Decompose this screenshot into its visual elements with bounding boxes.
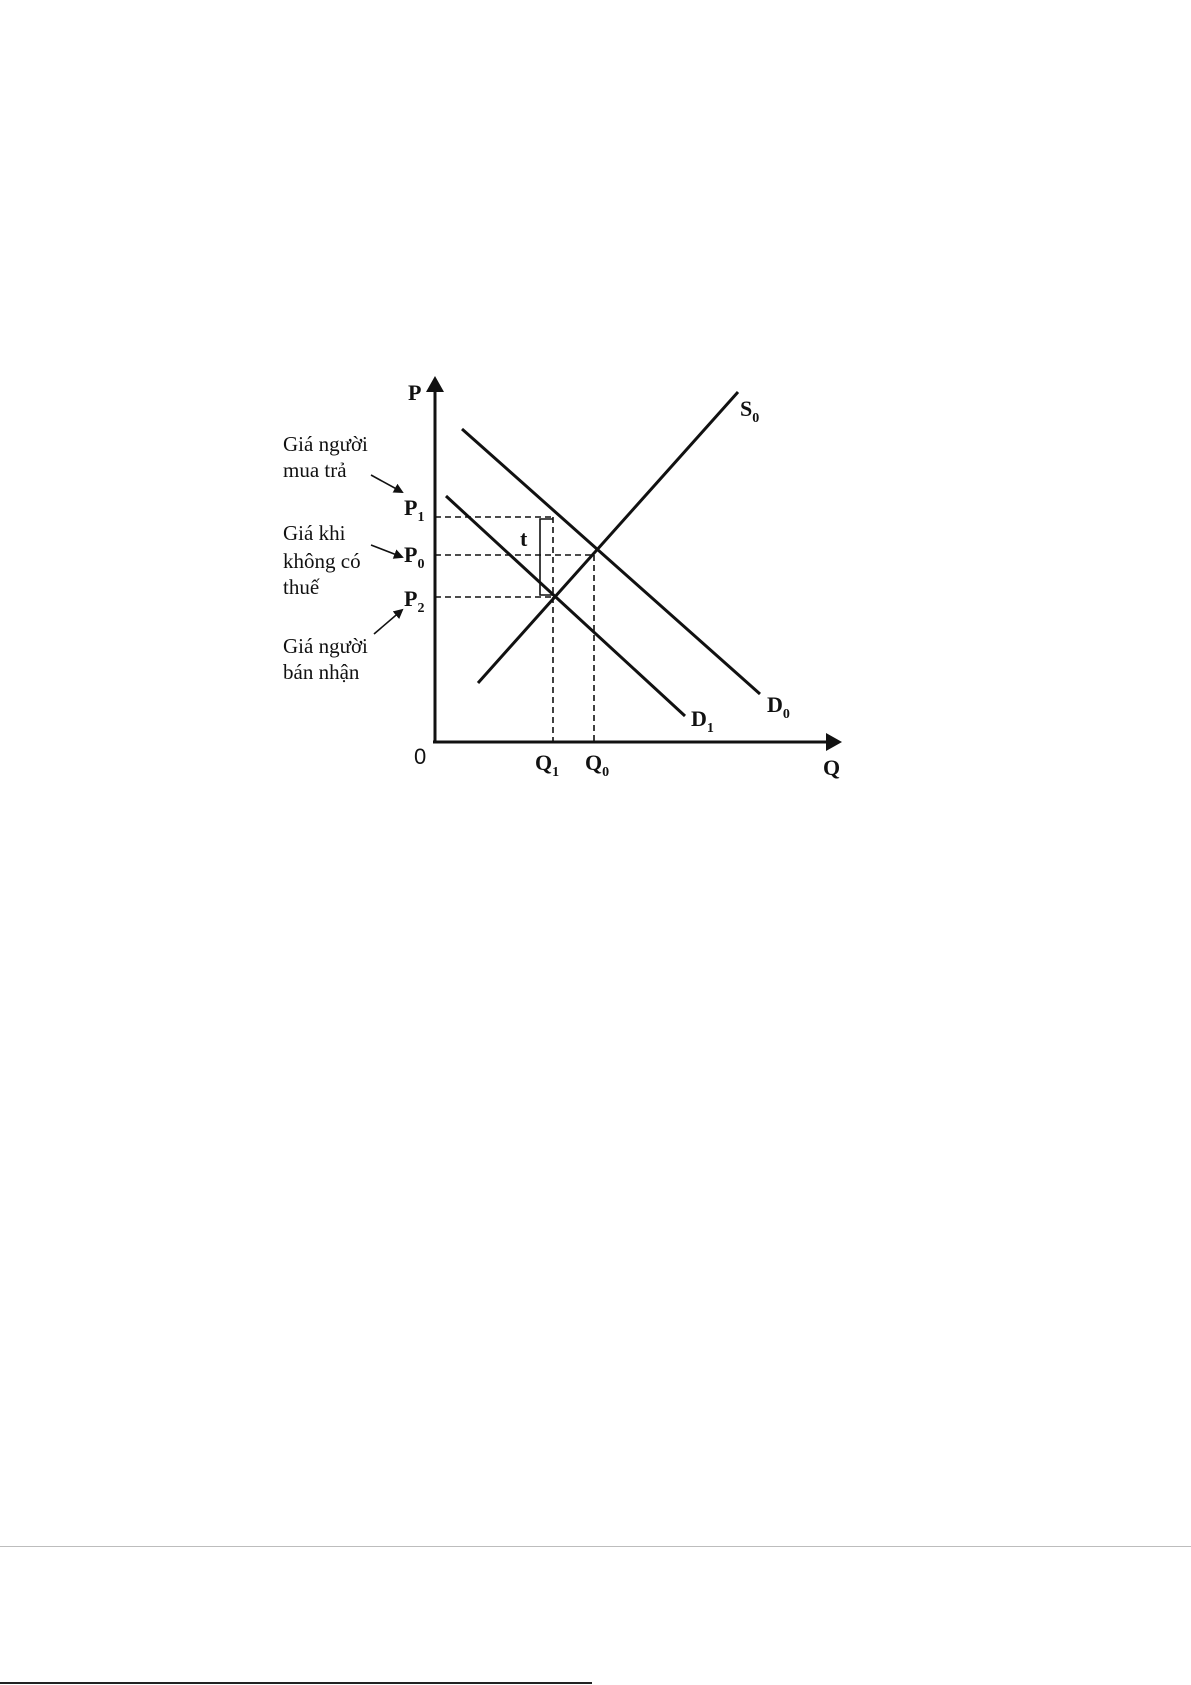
seller-price-note-line-2: bán nhận xyxy=(283,660,360,684)
no-tax-price-note-line-3: thuế xyxy=(283,575,320,599)
demand-curve-d1 xyxy=(446,496,685,716)
q0-label: Q0 xyxy=(585,750,610,780)
p0-label: P0 xyxy=(404,542,425,572)
seller-price-arrow-icon xyxy=(374,610,402,634)
y-axis-arrowhead xyxy=(426,376,444,392)
q1-label: Q1 xyxy=(535,750,560,780)
buyer-price-arrow-icon xyxy=(371,475,402,492)
d0-label: D0 xyxy=(767,692,790,722)
y-axis-label: P xyxy=(408,380,422,405)
buyer-price-note-line-2: mua trả xyxy=(283,458,347,482)
x-axis-label: Q xyxy=(823,755,841,780)
p1-label: P1 xyxy=(404,495,425,525)
tax-label: t xyxy=(520,526,528,551)
page-divider xyxy=(0,1546,1191,1547)
d1-label: D1 xyxy=(691,706,714,736)
footer-rule xyxy=(0,1682,592,1684)
p2-label: P2 xyxy=(404,586,425,616)
seller-price-note-line-1: Giá người xyxy=(283,634,368,658)
s0-label: S0 xyxy=(740,396,760,426)
buyer-price-note-line-1: Giá người xyxy=(283,432,368,456)
no-tax-price-note-line-2: không có xyxy=(283,549,361,573)
no-tax-price-arrow-icon xyxy=(371,545,402,557)
origin-label: 0 xyxy=(414,744,427,769)
x-axis-arrowhead xyxy=(826,733,842,751)
no-tax-price-note-line-1: Giá khi xyxy=(283,521,346,545)
demand-curve-d0 xyxy=(462,429,760,694)
